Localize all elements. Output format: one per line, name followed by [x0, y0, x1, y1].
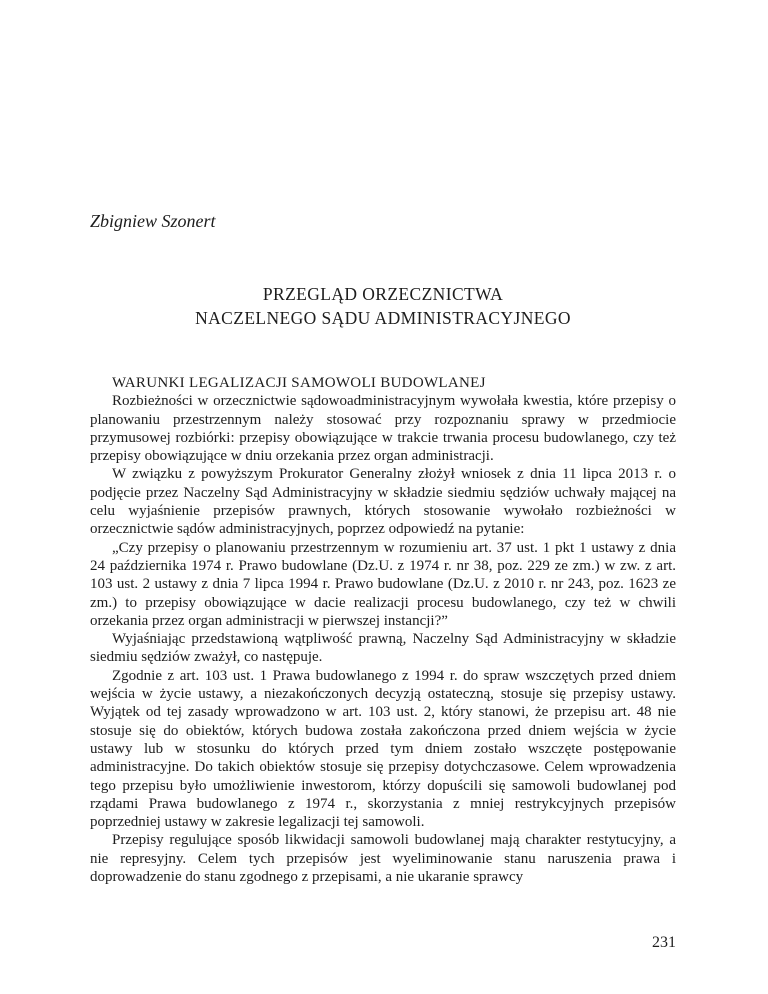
author-name: Zbigniew Szonert	[90, 211, 216, 231]
article-body	[90, 374, 676, 886]
paragraph-6: Przepisy regulujące sposób likwidacji samowoli budowlanej mają charakter restytucyjny, a nie represyjny. Celem tych przepisów jest wyeliminowanie stanu naruszenia prawa i doprowadzenie do stanu zgodnego z przepisami, a nie ukaranie sprawcy	[90, 832, 676, 886]
paragraph-1: Rozbieżności w orzecznictwie sądowoadministracyjnym wywołała kwestia, które przepisy o planowaniu przestrzennym należy stosować przy rozpoznaniu sprawy w przedmiocie przymusowej rozbiórki: przepisy obowiązujące w trakcie trwania procesu budowlanego, czy też przepisy obowiązujące w dniu orzekania przez organ administracji.	[90, 393, 676, 465]
article-title	[90, 282, 676, 330]
paragraph-2: W związku z powyższym Prokurator Generalny złożył wniosek z dnia 11 lipca 2013 r. o podjęcie przez Naczelny Sąd Administracyjny w składzie siedmiu sędziów uchwały mającej na celu wyjaśnienie przepisów prawnych, których stosowanie wywołało rozbieżności w orzecznictwie sądów administracyjnych, poprzez odpowiedź na pytanie:	[90, 466, 676, 538]
page-number: 231	[652, 934, 676, 951]
article-title-line-1: PRZEGLĄD ORZECZNICTWA	[262, 284, 504, 304]
page-content	[90, 0, 676, 886]
paragraph-5: Zgodnie z art. 103 ust. 1 Prawa budowlanego z 1994 r. do spraw wszczętych przed dniem wejścia w życie ustawy, a niezakończonych decyzją ostateczną, stosuje się przepisy ustawy. Wyjątek od tej zasady wprowadzono w art. 103 ust. 2, który stanowi, że przepisu art. 48 nie stosuje się do obiektów, których budowa została zakończona przed dniem wejścia w życie ustawy lub w stosunku do których przed tym dniem zostało wszczęte postępowanie administracyjne. Do takich obiektów stosuje się przepisy dotychczasowe. Celem wprowadzenia tego przepisu było umożliwienie inwestorom, którzy dopuścili się samowoli budowlanej pod rządami Prawa budowlanego z 1974 r., skorzystania z mniej restrykcyjnych przepisów poprzedniej ustawy w zakresie legalizacji tej samowoli.	[90, 667, 676, 831]
article-title-line-2: NACZELNEGO SĄDU ADMINISTRACYJNEGO	[195, 308, 571, 328]
paragraph-3-quote: „Czy przepisy o planowaniu przestrzennym w rozumieniu art. 37 ust. 1 pkt 1 ustawy z dnia 24 października 1974 r. Prawo budowlane (Dz.U. z 1974 r. nr 38, poz. 229 ze zm.) w zw. z art. 103 ust. 2 ustawy z dnia 7 lipca 1994 r. Prawo budowlane (Dz.U. z 2010 r. nr 243, poz. 1623 ze zm.) to przepisy obowiązujące w dacie realizacji procesu budowlanego, czy też w chwili orzekania przez organ administracji w pierwszej instancji?”	[90, 539, 676, 629]
section-heading: WARUNKI LEGALIZACJI SAMOWOLI BUDOWLANEJ	[112, 375, 486, 391]
paragraph-4: Wyjaśniając przedstawioną wątpliwość prawną, Naczelny Sąd Administracyjny w składzie siedmiu sędziów zważył, co następuje.	[90, 631, 676, 666]
